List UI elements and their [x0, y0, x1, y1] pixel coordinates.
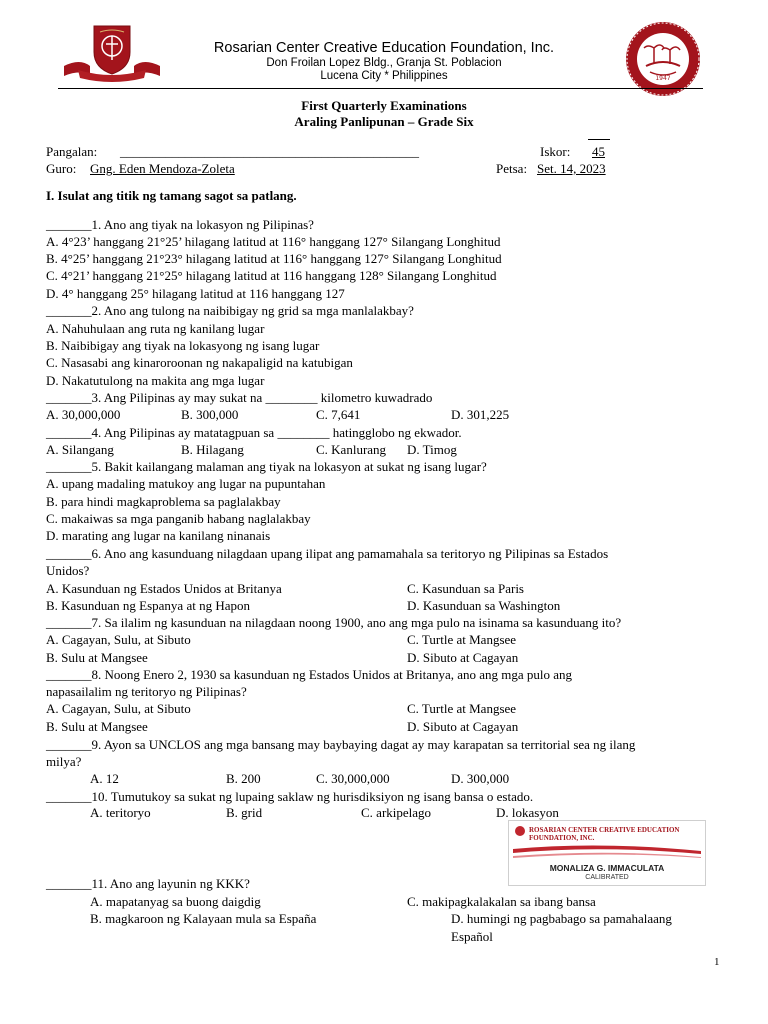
teacher-label: Guro:: [46, 161, 77, 176]
q1-opt-b: B. 4°25’ hanggang 21°23° hilagang latitud at 116° hanggang 127° Silangang Longhitud: [46, 251, 502, 266]
q8-opt-a: A. Cagayan, Sulu, at Sibuto: [46, 701, 191, 716]
q10-opt-b: B. grid: [226, 805, 263, 820]
q1-opt-c: C. 4°21’ hanggang 21°25° hilagang latitud at 116 hanggang 128° Silangang Longhitud: [46, 268, 497, 283]
exam-title: First Quarterly Examinations: [301, 98, 467, 113]
q4-opt-d: D. Timog: [407, 442, 457, 457]
stamp-logo-icon: [515, 826, 525, 836]
stamp-status: CALIBRATED: [585, 874, 629, 881]
q9-opt-a: A. 12: [90, 771, 119, 786]
score-label: Iskor:: [540, 144, 571, 159]
q11-opt-c: C. makipagkalakalan sa ibang bansa: [407, 894, 596, 909]
q10-opt-c: C. arkipelago: [361, 805, 432, 820]
q4-stem: _______4. Ang Pilipinas ay matatagpuan sa ________ hatingglobo ng ekwador.: [46, 425, 462, 440]
q2-opt-b: B. Naibibigay ang tiyak na lokasyong ng isang lugar: [46, 338, 320, 353]
q7-opt-d: D. Sibuto at Cagayan: [407, 650, 519, 665]
q10-opt-a: A. teritoryo: [90, 805, 151, 820]
score-overline: [588, 139, 610, 140]
q5-opt-d: D. marating ang lugar na kanilang ninanais: [46, 528, 271, 543]
stamp-org-line-1: ROSARIAN CENTER CREATIVE EDUCATION: [529, 826, 680, 834]
address-line-1: Don Froilan Lopez Bldg., Granja St. Poblacion: [266, 57, 502, 69]
q2-opt-c: C. Nasasabi ang kinaroroonan ng nakapaligid na katubigan: [46, 355, 353, 370]
q6-opt-d: D. Kasunduan sa Washington: [407, 598, 561, 613]
q8-stem: _______8. Noong Enero 2, 1930 sa kasunduan ng Estados Unidos at Britanya, ano ang mga pulo ang: [46, 667, 573, 682]
q5-opt-b: B. para hindi magkaproblema sa paglalakbay: [46, 494, 281, 509]
exam-subject: Araling Panlipunan – Grade Six: [294, 114, 474, 129]
address-line-2: Lucena City * Philippines: [320, 70, 448, 82]
q7-opt-c: C. Turtle at Mangsee: [407, 632, 517, 647]
q9-opt-d: D. 300,000: [451, 771, 510, 786]
q9-opt-b: B. 200: [226, 771, 261, 786]
q7-opt-a: A. Cagayan, Sulu, at Sibuto: [46, 632, 191, 647]
page-number: 1: [714, 956, 720, 968]
q11-opt-b: B. magkaroon ng Kalayaan mula sa España: [90, 911, 317, 926]
q1-opt-a: A. 4°23’ hanggang 21°25’ hilagang latitud at 116° hanggang 127° Silangang Longhitud: [46, 234, 501, 249]
q8-opt-b: B. Sulu at Mangsee: [46, 719, 148, 734]
header-divider: [58, 88, 703, 89]
q3-opt-c: C. 7,641: [316, 407, 361, 422]
q2-stem: _______2. Ano ang tulong na naibibigay ng grid sa mga manlalakbay?: [46, 303, 414, 318]
q11-opt-d-cont: Español: [451, 929, 493, 944]
q6-stem: _______6. Ano ang kasunduang nilagdaan upang ilipat ang pamamahala sa teritoryo ng Pilipinas sa Estados: [46, 546, 609, 561]
teacher-value: Gng. Eden Mendoza-Zoleta: [90, 161, 235, 176]
q6-opt-b: B. Kasunduan ng Espanya at ng Hapon: [46, 598, 250, 613]
q2-opt-d: D. Nakatutulong na makita ang mga lugar: [46, 373, 265, 388]
q3-stem: _______3. Ang Pilipinas ay may sukat na ________ kilometro kuwadrado: [46, 390, 433, 405]
q4-opt-c: C. Kanlurang: [316, 442, 387, 457]
q11-opt-a: A. mapatanyag sa buong daigdig: [90, 894, 261, 909]
instruction: I. Isulat ang titik ng tamang sagot sa patlang.: [46, 188, 297, 203]
q4-opt-b: B. Hilagang: [181, 442, 244, 457]
q1-opt-d: D. 4° hanggang 25° hilagang latitud at 116 hanggang 127: [46, 286, 345, 301]
q5-opt-a: A. upang madaling matukoy ang lugar na pupuntahan: [46, 476, 326, 491]
seal-year: 1947: [655, 75, 671, 82]
q8-opt-c: C. Turtle at Mangsee: [407, 701, 517, 716]
q3-opt-a: A. 30,000,000: [46, 407, 121, 422]
date-value: Set. 14, 2023: [537, 161, 606, 176]
q6-stem-cont: Unidos?: [46, 563, 90, 578]
q2-opt-a: A. Nahuhulaan ang ruta ng kanilang lugar: [46, 321, 265, 336]
q9-opt-c: C. 30,000,000: [316, 771, 390, 786]
q8-opt-d: D. Sibuto at Cagayan: [407, 719, 519, 734]
q9-stem: _______9. Ayon sa UNCLOS ang mga bansang may baybaying dagat ay may karapatan sa territorial sea ng ilang: [46, 737, 636, 752]
q5-stem: _______5. Bakit kailangang malaman ang tiyak na lokasyon at sukat ng isang lugar?: [46, 459, 487, 474]
q7-opt-b: B. Sulu at Mangsee: [46, 650, 148, 665]
q7-stem: _______7. Sa ilalim ng kasunduan na nilagdaan noong 1900, ano ang mga pulo na isinama sa kasunduang ito?: [46, 615, 622, 630]
date-label: Petsa:: [496, 161, 528, 176]
q5-opt-c: C. makaiwas sa mga panganib habang naglalakbay: [46, 511, 311, 526]
name-blank[interactable]: ______________________________________________: [120, 144, 419, 159]
stamp-name: MONALIZA G. IMMACULATA: [549, 863, 665, 873]
score-value: 45: [592, 144, 605, 159]
q6-opt-a: A. Kasunduan ng Estados Unidos at Britanya: [46, 581, 282, 596]
q1-stem: _______1. Ano ang tiyak na lokasyon ng Pilipinas?: [46, 217, 314, 232]
calibration-stamp: [508, 820, 706, 886]
name-label: Pangalan:: [46, 144, 98, 159]
q3-opt-d: D. 301,225: [451, 407, 510, 422]
q3-opt-b: B. 300,000: [181, 407, 239, 422]
q6-opt-c: C. Kasunduan sa Paris: [407, 581, 524, 596]
stamp-org-line-2: FOUNDATION, INC.: [529, 834, 595, 842]
q11-stem: _______11. Ano ang layunin ng KKK?: [46, 876, 250, 891]
q10-opt-d: D. lokasyon: [496, 805, 559, 820]
q4-opt-a: A. Silangang: [46, 442, 114, 457]
q11-opt-d: D. humingi ng pagbabago sa pamahalaang: [451, 911, 672, 926]
organization-name: Rosarian Center Creative Education Foundation, Inc.: [213, 40, 555, 56]
q10-stem: _______10. Tumutukoy sa sukat ng lupaing saklaw ng hurisdiksiyon ng isang bansa o estado.: [46, 789, 534, 804]
q8-stem-cont: napasailalim ng teritoryo ng Pilipinas?: [46, 684, 247, 699]
q9-stem-cont: milya?: [46, 754, 82, 769]
